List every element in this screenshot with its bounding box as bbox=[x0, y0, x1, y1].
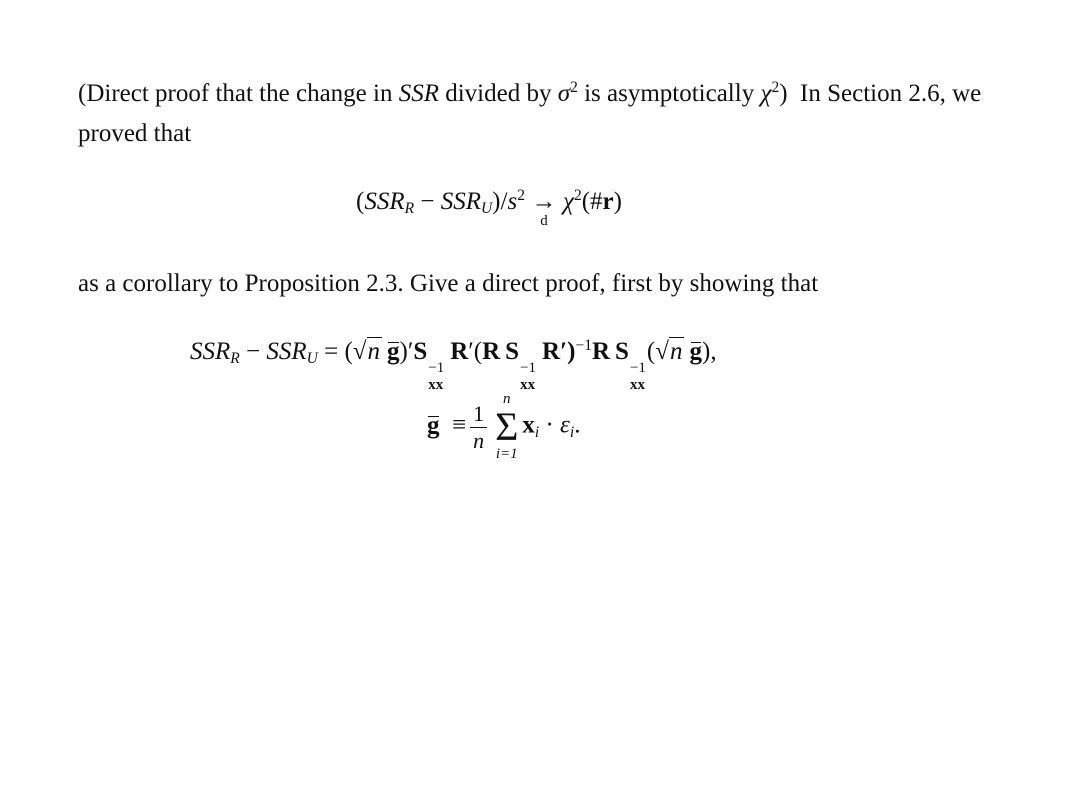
sum-upper-limit: n bbox=[503, 391, 511, 407]
eq-text: ) bbox=[613, 188, 622, 215]
prime-mark: ′ bbox=[468, 338, 474, 365]
subscript-r: R bbox=[230, 350, 240, 368]
eq-text: (# bbox=[581, 188, 603, 215]
radical-icon: √ bbox=[352, 338, 367, 365]
eq-text: ), bbox=[702, 338, 717, 365]
problem-intro bbox=[78, 74, 998, 154]
r-transpose-close: R′) bbox=[542, 338, 576, 365]
radical-icon: √ bbox=[655, 338, 669, 365]
s-inverse-scripts bbox=[520, 361, 536, 393]
s-inverse-scripts bbox=[630, 361, 646, 393]
ssr-restricted: SSR bbox=[364, 188, 405, 215]
eq-text: ( bbox=[646, 338, 656, 365]
eq-text: ( bbox=[344, 338, 353, 365]
converge-arrow bbox=[530, 188, 558, 229]
dot-operator: · bbox=[539, 411, 561, 439]
chi-symbol: χ bbox=[562, 188, 574, 215]
subscript-r: R bbox=[404, 200, 415, 218]
inverse-exponent: −1 bbox=[520, 359, 537, 376]
ssr-unrestricted: SSR bbox=[266, 338, 307, 365]
eq-text: ( bbox=[356, 188, 365, 215]
problem-instruction: as a corollary to Proposition 2.3. Give a direct proof, first by showing that bbox=[78, 270, 819, 297]
ssr-unrestricted: SSR bbox=[440, 188, 481, 215]
equation-ssr-difference bbox=[190, 338, 717, 393]
outer-inverse: −1 bbox=[575, 337, 592, 355]
intro-text: divided by bbox=[438, 80, 558, 107]
n-symbol: n bbox=[669, 338, 683, 365]
intro-text: is asymptotically bbox=[577, 80, 761, 107]
minus-sign: − bbox=[414, 188, 441, 215]
xx-subscript: xx bbox=[428, 376, 444, 393]
sigma-symbol: σ bbox=[557, 80, 571, 107]
sum-lower-limit: i=1 bbox=[495, 446, 518, 462]
subscript-i: i bbox=[534, 424, 540, 442]
x-vector: x bbox=[522, 411, 535, 439]
minus-sign: − bbox=[239, 338, 267, 365]
s-symbol: s bbox=[507, 188, 518, 215]
summation bbox=[495, 392, 518, 462]
sigma-sum-icon: Σ bbox=[495, 404, 519, 449]
g-bar: g bbox=[427, 411, 440, 439]
equiv-sign: ≡ bbox=[452, 411, 467, 439]
chi-exponent: 2 bbox=[573, 187, 582, 205]
g-bar: g bbox=[689, 338, 702, 365]
intro-text: ) bbox=[779, 80, 788, 107]
sigma-exponent: 2 bbox=[570, 79, 578, 97]
equation-g-bar-definition bbox=[427, 392, 580, 462]
arrow-icon: → bbox=[531, 188, 557, 215]
intro-text: (Direct proof that the change in bbox=[78, 80, 399, 107]
intro-text: In Section 2.6, we proved that bbox=[78, 80, 982, 147]
equation-ssr-limit bbox=[356, 187, 622, 229]
inverse-exponent: −1 bbox=[428, 359, 445, 376]
g-bar: g bbox=[387, 338, 400, 365]
arrow-label: d bbox=[540, 213, 548, 229]
ssr-restricted: SSR bbox=[190, 338, 231, 365]
r-vector: r bbox=[602, 188, 614, 215]
r-matrix: R bbox=[482, 338, 501, 365]
chi-symbol: χ bbox=[760, 80, 772, 107]
fraction-numerator: 1 bbox=[470, 403, 487, 428]
eq-text: ( bbox=[473, 338, 483, 365]
eq-text: . bbox=[574, 411, 581, 439]
fraction-denominator: n bbox=[473, 427, 485, 453]
subscript-u: U bbox=[306, 350, 318, 368]
equals-sign: = bbox=[317, 338, 345, 365]
chi-exponent: 2 bbox=[771, 79, 780, 97]
sqrt-n bbox=[353, 338, 382, 366]
eq-text: )/ bbox=[492, 188, 508, 215]
fraction-one-over-n bbox=[470, 400, 487, 453]
inverse-exponent: −1 bbox=[629, 359, 646, 376]
n-symbol: n bbox=[367, 338, 381, 365]
ssr-term: SSR bbox=[398, 80, 439, 107]
subscript-i: i bbox=[569, 424, 575, 442]
s-matrix: S bbox=[505, 338, 520, 365]
s-matrix: S bbox=[615, 338, 629, 365]
r-matrix: R bbox=[450, 338, 469, 365]
r-matrix: R bbox=[591, 338, 611, 365]
sqrt-n bbox=[655, 338, 684, 366]
eq-text: )′ bbox=[399, 338, 414, 365]
xx-subscript: xx bbox=[629, 376, 645, 393]
s-matrix: S bbox=[413, 338, 428, 365]
s-inverse-scripts bbox=[428, 361, 444, 393]
xx-subscript: xx bbox=[520, 376, 536, 393]
subscript-u: U bbox=[480, 200, 493, 218]
s-exponent: 2 bbox=[517, 187, 525, 205]
epsilon-symbol: ε bbox=[560, 411, 570, 439]
